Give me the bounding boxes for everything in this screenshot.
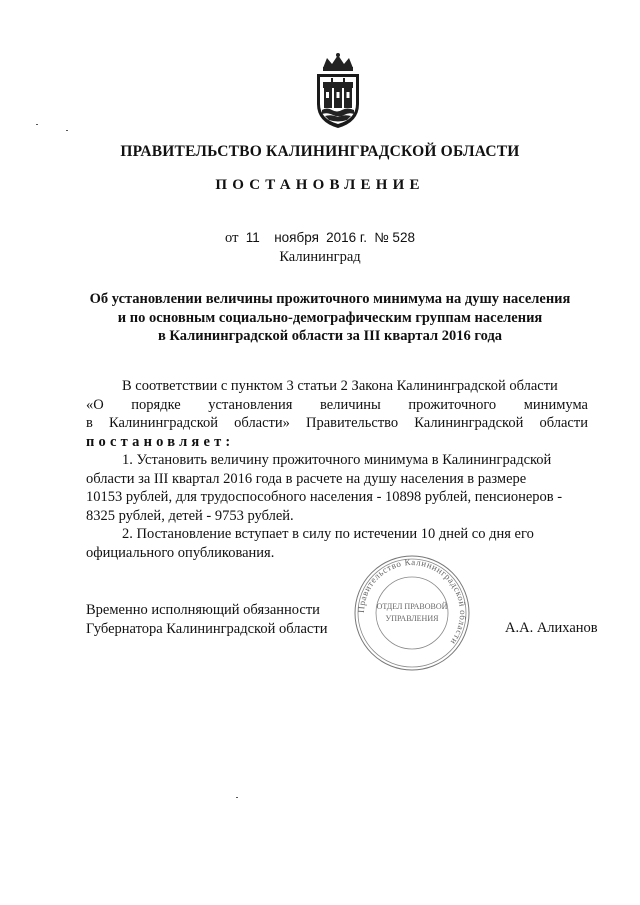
stamp-inner-text: УПРАВЛЕНИЯ [385, 614, 439, 623]
body-line: в Калининградской области» Правительство Калининградской области [86, 415, 588, 431]
signatory-name: А.А. Алиханов [505, 620, 598, 636]
subject-line: и по основным социально-демографическим группам населения [117, 309, 543, 326]
date-year: 2016 г. [326, 230, 367, 245]
subject-line: в Калининградской области за III квартал 2016 года [157, 328, 503, 344]
body-line: 10153 рублей, для трудоспособного населения - 10898 рублей, пенсионеров - [86, 489, 563, 505]
body-line: области за III квартал 2016 года в расчете на душу населения в размере [86, 470, 527, 487]
signatory-title: Временно исполняющий обязанности Губернатора Калининградской области [86, 602, 328, 637]
document-type: ПОСТАНОВЛЕНИЕ [215, 177, 425, 193]
stamp-inner-text: ОТДЕЛ ПРАВОВОЙ [376, 602, 448, 611]
body-line: 8325 рублей, детей - 9753 рублей. [86, 507, 294, 524]
document-body [86, 377, 588, 562]
body-line: 1. Установить величину прожиточного минимума в Калининградской [122, 452, 552, 468]
coat-of-arms-emblem [311, 52, 365, 130]
body-line: официального опубликования. [86, 544, 275, 561]
document-date-number [0, 230, 640, 247]
body-line: 2. Постановление вступает в силу по истечении 10 дней со дня его [122, 526, 534, 542]
date-month: ноября [274, 230, 319, 245]
body-line: «О порядке установления величины прожиточного минимума [86, 396, 588, 413]
decree-word: постановляет: [86, 433, 235, 450]
subject-line: Об установлении величины прожиточного минимума на душу населения [89, 291, 571, 307]
body-line: В соответствии с пунктом 3 статьи 2 Закона Калининградской области [122, 378, 558, 394]
document-subject [60, 290, 600, 346]
document-number: № 528 [374, 230, 415, 245]
scan-speck [236, 797, 238, 798]
from-label: от [225, 230, 239, 246]
city: Калининград [279, 249, 361, 265]
official-stamp [352, 553, 472, 673]
scan-speck [66, 130, 68, 131]
date-day: 11 [245, 230, 260, 245]
scan-speck [36, 124, 38, 125]
organization-name: ПРАВИТЕЛЬСТВО КАЛИНИНГРАДСКОЙ ОБЛАСТИ [120, 143, 520, 160]
stamp-outer-text: Правительство Калининградской области [355, 556, 469, 647]
